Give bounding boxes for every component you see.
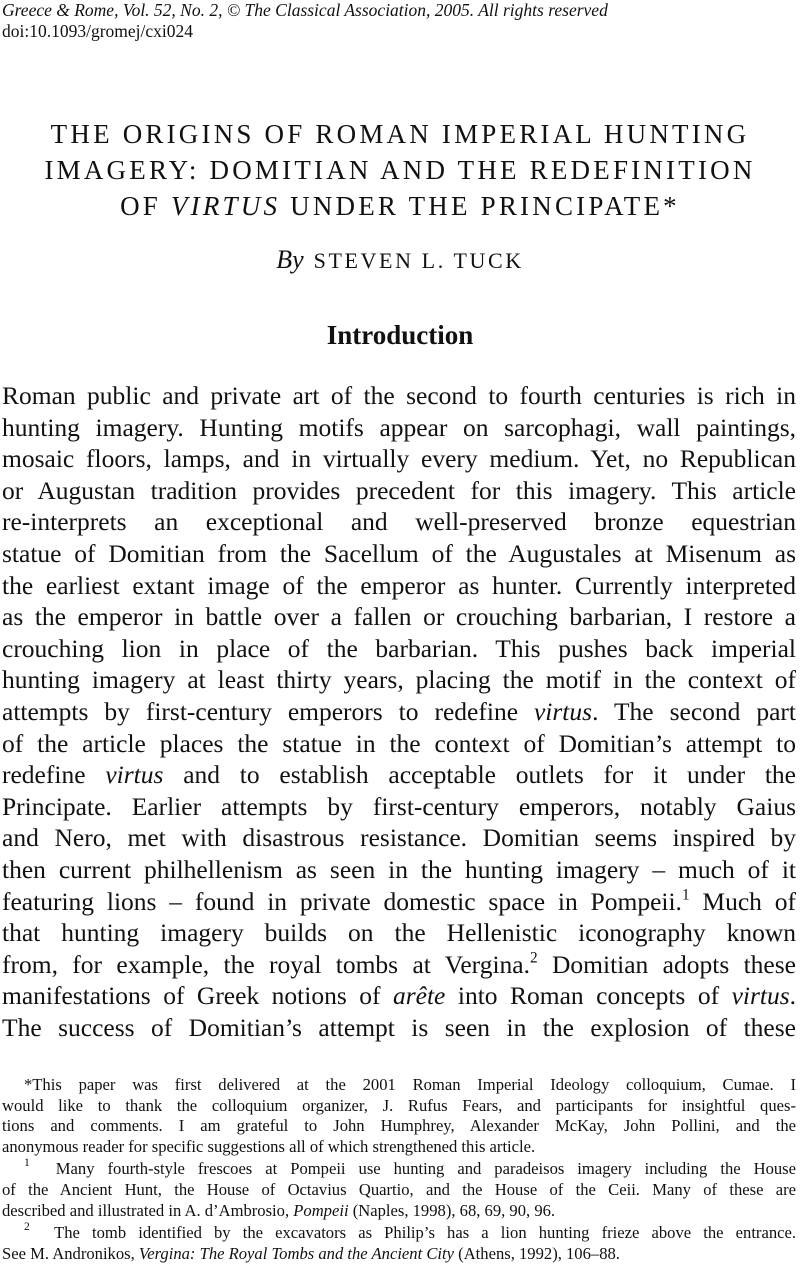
footnote-line: $^2$ The tomb identified by the excavators as Philip’s has a lion hunting frieze above the entrance. <box>24 1220 796 1243</box>
footnote-line: $^1$ Many fourth-style frescoes at Pompeii use hunting and paradeisos imagery including the House <box>24 1156 796 1179</box>
title-line: OF VIRTUS UNDER THE PRINCIPATE* <box>120 191 680 221</box>
footnote-1 <box>2 1156 796 1221</box>
footnote-line: of the Ancient Hunt, the House of Octavius Quartio, and the House of the Ceii. Many of these are <box>2 1179 796 1199</box>
body-line: hunting imagery. Hunting motifs appear on sarcophagi, wall paintings, <box>2 412 796 442</box>
body-line: re-interprets an exceptional and well-preserved bronze equestrian <box>2 507 796 537</box>
section-heading: Introduction <box>326 320 474 350</box>
author-name: STEVEN L. TUCK <box>313 248 524 273</box>
body-line: Principate. Earlier attempts by first-century emperors, notably Gaius <box>2 791 796 821</box>
body-line: the earliest extant image of the emperor as hunter. Currently interpreted <box>2 570 796 600</box>
body-line: mosaic floors, lamps, and in virtually every medium. Yet, no Republican <box>2 444 796 474</box>
footnote-line: anonymous reader for specific suggestions all of which strengthened this article. <box>2 1136 536 1156</box>
author-byline <box>0 245 800 275</box>
footnote-line: would like to thank the colloquium organizer, J. Rufus Fears, and participants for insightful ques- <box>2 1095 796 1115</box>
footnotes <box>2 1075 796 1266</box>
body-line: attempts by first-century emperors to redefine virtus. The second part <box>2 696 796 726</box>
body-line: as the emperor in battle over a fallen or crouching barbarian, I restore a <box>2 602 796 632</box>
body-line: from, for example, the royal tombs at Vergina.$^2$ Domitian adopts these <box>2 948 796 979</box>
body-line: featuring lions – found in private domestic space in Pompeii.$^1$ Much of <box>2 885 796 916</box>
body-line: of the article places the statue in the context of Domitian’s attempt to <box>2 728 796 758</box>
body-line: or Augustan tradition provides precedent for this imagery. This article <box>2 475 796 505</box>
byline-by: By <box>276 245 304 274</box>
footnote-number: 1 <box>24 1156 30 1170</box>
footnote-line: *This paper was first delivered at the 2001 Roman Imperial Ideology colloquium, Cumae. I <box>24 1075 796 1094</box>
footnote-line: tions and comments. I am grateful to John Humphrey, Alexander McKay, John Pollini, and the <box>2 1116 796 1136</box>
title-line: IMAGERY: DOMITIAN AND THE REDEFINITION <box>44 155 756 185</box>
body-line: and Nero, met with disastrous resistance. Domitian seems inspired by <box>2 823 796 853</box>
footnote-number: 2 <box>24 1220 30 1234</box>
journal-header <box>2 0 798 42</box>
body-line: manifestations of Greek notions of arête into Roman concepts of virtus. <box>2 981 797 1011</box>
footnote-line: described and illustrated in A. d’Ambrosio, Pompeii (Naples, 1998), 68, 69, 90, 96. <box>2 1200 556 1220</box>
body-line: Roman public and private art of the second to fourth centuries is rich in <box>2 381 796 410</box>
title-line: THE ORIGINS OF ROMAN IMPERIAL HUNTING <box>50 119 750 149</box>
body-text <box>2 380 796 1043</box>
body-line: The success of Domitian’s attempt is seen in the explosion of these <box>2 1012 796 1042</box>
footnote-2 <box>2 1220 796 1264</box>
footnote-ref[interactable]: 1 <box>681 885 690 903</box>
body-line: crouching lion in place of the barbarian. This pushes back imperial <box>2 633 796 663</box>
body-line: redefine virtus and to establish acceptable outlets for it under the <box>2 760 796 790</box>
body-line: statue of Domitian from the Sacellum of the Augustales at Misenum as <box>2 538 796 568</box>
footnote-star <box>2 1075 796 1157</box>
footnote-ref[interactable]: 2 <box>529 948 538 966</box>
journal-citation: Greece & Rome, Vol. 52, No. 2, © The Classical Association, 2005. All rights reserved <box>2 0 608 20</box>
doi-link[interactable]: doi:10.1093/gromej/cxi024 <box>2 21 194 41</box>
body-line: hunting imagery at least thirty years, placing the motif in the context of <box>2 665 796 695</box>
article-title <box>0 116 800 224</box>
body-line: that hunting imagery builds on the Hellenistic iconography known <box>2 918 796 948</box>
footnote-line: See M. Andronikos, Vergina: The Royal Tombs and the Ancient City (Athens, 1992), 106–88. <box>2 1243 620 1263</box>
body-line: then current philhellenism as seen in the hunting imagery – much of it <box>2 854 796 884</box>
